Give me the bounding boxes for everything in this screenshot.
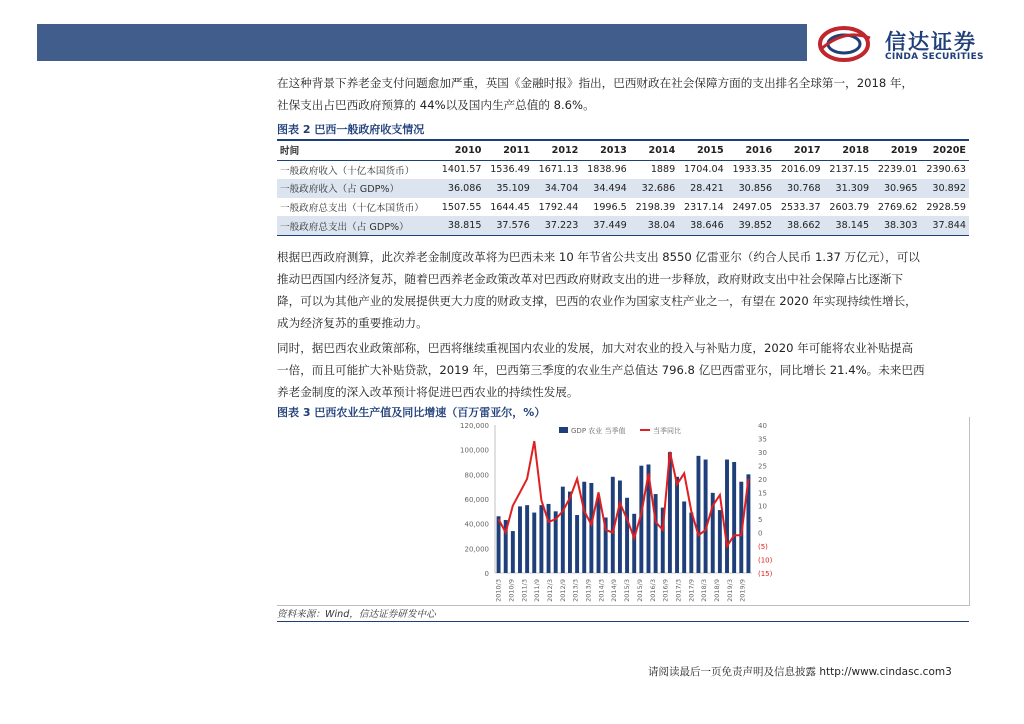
y-right-tick-label: 20 xyxy=(758,475,767,484)
col-header: 2015 xyxy=(678,140,726,160)
y-right-tick-label: 35 xyxy=(758,435,767,444)
legend-label-line: 当季同比 xyxy=(653,427,681,435)
col-header: 2020E xyxy=(921,140,969,160)
source-note: 资料来源：Wind，信达证券研发中心 xyxy=(277,609,436,620)
x-tick-label: 2014/3 xyxy=(597,579,606,602)
col-header: 2014 xyxy=(630,140,678,160)
table-cell: 35.109 xyxy=(484,179,532,198)
paragraph-line: 一倍，而且可能扩大补贴贷款，2019 年，巴西第三季度的农业生产总值达 796.8 亿巴西雷亚尔，同比增长 21.4%。未来巴西 xyxy=(277,363,925,377)
fiscal-table xyxy=(277,139,969,236)
col-header: 2017 xyxy=(775,140,823,160)
table-row xyxy=(277,198,969,217)
col-header: 2019 xyxy=(872,140,920,160)
table-cell: 一般政府总支出（十亿本国货币） xyxy=(280,203,424,215)
y-right-tick-label: 5 xyxy=(758,516,763,525)
table-cell: 1644.45 xyxy=(490,201,530,213)
col-header: 时间 xyxy=(277,140,436,160)
y-left-tick-label: 20,000 xyxy=(464,545,489,554)
paragraph-pension xyxy=(277,72,972,116)
table-cell: 2603.79 xyxy=(829,201,870,213)
table-cell: 2198.39 xyxy=(635,201,676,213)
table-cell: 30.965 xyxy=(872,179,920,198)
table-cell: 2239.01 xyxy=(877,164,918,176)
x-tick-label: 2015/9 xyxy=(635,579,644,602)
x-tick-label: 2010/3 xyxy=(494,579,503,602)
table-cell: 30.856 xyxy=(727,179,775,198)
chart-frame xyxy=(277,417,970,606)
y-right-tick-label: 25 xyxy=(758,462,767,471)
table-cell: 30.768 xyxy=(775,179,823,198)
paragraph-line: 根据巴西政府测算，此次养老金制度改革将为巴西未来 10 年节省公共支出 8550 亿雷亚尔（约合人民币 1.37 万亿元），可以 xyxy=(277,250,920,264)
col-header: 2013 xyxy=(581,140,629,160)
table-cell: 38.646 xyxy=(678,216,726,235)
table-row xyxy=(277,160,969,179)
table-cell: 2016.09 xyxy=(780,164,821,176)
col-header: 2012 xyxy=(533,140,581,160)
table-cell: 一般政府收入（十亿本国货币） xyxy=(280,165,415,177)
table-cell: 1792.44 xyxy=(538,201,579,213)
table-cell: 1933.35 xyxy=(732,164,773,176)
page-footer xyxy=(648,664,952,679)
table-header-row xyxy=(277,140,969,160)
table-cell: 36.086 xyxy=(436,179,484,198)
table-cell: 1401.57 xyxy=(441,164,482,176)
table-cell: 2317.14 xyxy=(684,201,724,213)
page-number: 3 xyxy=(945,666,952,678)
brand-name-cn: 信达证券 xyxy=(885,30,977,54)
col-header: 2018 xyxy=(824,140,872,160)
brand-name-en: CINDA SECURITIES xyxy=(885,52,984,62)
x-tick-label: 2017/9 xyxy=(687,579,696,602)
paragraph-line: 养老金制度的深入改革预计将促进巴西农业的持续性发展。 xyxy=(277,385,579,399)
x-tick-label: 2011/3 xyxy=(520,579,529,602)
table-cell: 34.494 xyxy=(581,179,629,198)
legend-label-bar: GDP 农业 当季值 xyxy=(571,427,626,435)
table-title: 图表 2 巴西一般政府收支情况 xyxy=(277,123,425,136)
x-tick-label: 2018/9 xyxy=(713,579,722,602)
x-tick-label: 2012/3 xyxy=(545,579,554,602)
table-cell: 28.421 xyxy=(678,179,726,198)
paragraph-line: 在这种背景下养老金支付问题愈加严重，英国《金融时报》指出，巴西财政在社会保障方面的支出排名全球第一，2018 年， xyxy=(277,76,914,90)
table-cell: 2390.63 xyxy=(926,164,966,176)
y-right-tick-label: (10) xyxy=(758,556,773,565)
x-tick-label: 2013/3 xyxy=(571,579,580,602)
table-cell: 38.04 xyxy=(630,216,678,235)
table-cell: 2769.62 xyxy=(877,201,918,213)
y-left-tick-label: 80,000 xyxy=(464,471,489,480)
table-cell: 1671.13 xyxy=(538,164,579,176)
x-tick-label: 2014/9 xyxy=(610,579,619,602)
paragraph-line: 同时，据巴西农业政策部称，巴西将继续重视国内农业的发展，加大对农业的投入与补贴力度，2020 年可能将农业补贴提高 xyxy=(277,341,914,355)
x-tick-label: 2019/9 xyxy=(738,579,747,602)
x-tick-label: 2013/9 xyxy=(584,579,593,602)
table-cell: 32.686 xyxy=(630,179,678,198)
y-right-tick-label: 40 xyxy=(758,422,767,430)
x-tick-label: 2019/3 xyxy=(725,579,734,602)
x-tick-label: 2012/9 xyxy=(558,579,567,602)
y-right-tick-label: 0 xyxy=(758,529,763,538)
table-cell: 38.145 xyxy=(824,216,872,235)
table-cell: 一般政府收入（占 GDP%） xyxy=(277,179,436,198)
table-row xyxy=(277,216,969,235)
table-cell: 1838.96 xyxy=(587,164,627,176)
x-tick-label: 2017/3 xyxy=(674,579,683,602)
x-tick-label: 2015/3 xyxy=(623,579,632,602)
table-cell: 2497.05 xyxy=(732,201,773,213)
table-cell: 2533.37 xyxy=(780,201,821,213)
table-cell: 1507.55 xyxy=(441,201,482,213)
y-right-tick-label: 10 xyxy=(758,502,767,511)
cinda-logo xyxy=(812,18,1002,68)
x-tick-label: 2016/9 xyxy=(661,579,670,602)
table-row xyxy=(277,179,969,198)
y-left-tick-label: 100,000 xyxy=(460,446,489,455)
figure-title: 图表 3 巴西农业生产值及同比增速（百万雷亚尔，%） xyxy=(277,406,546,419)
y-right-tick-label: 15 xyxy=(758,489,767,498)
x-tick-label: 2011/9 xyxy=(533,579,542,602)
table-cell: 1536.49 xyxy=(490,164,530,176)
y-left-tick-label: 60,000 xyxy=(464,496,489,504)
table-cell: 38.662 xyxy=(775,216,823,235)
table-cell: 1889 xyxy=(650,164,676,176)
col-header: 2011 xyxy=(484,140,532,160)
y-right-tick-label: (5) xyxy=(758,543,768,552)
table-cell: 39.852 xyxy=(727,216,775,235)
y-right-tick-label: (15) xyxy=(758,570,773,578)
table-cell: 34.704 xyxy=(533,179,581,198)
table-cell: 1704.04 xyxy=(684,164,724,176)
x-tick-label: 2018/3 xyxy=(700,579,709,602)
table-cell: 37.844 xyxy=(921,216,969,235)
x-tick-label: 2016/3 xyxy=(648,579,657,602)
col-header: 2010 xyxy=(436,140,484,160)
y-right-tick-label: 30 xyxy=(758,448,767,457)
y-left-tick-label: 120,000 xyxy=(460,422,489,430)
table-cell: 37.449 xyxy=(581,216,629,235)
header-bar xyxy=(37,24,807,61)
paragraph-line: 推动巴西国内经济复苏，随着巴西养老金政策改革对巴西政府财政支出的进一步释放，政府财政支出中社会保障占比逐渐下 xyxy=(277,272,904,286)
table-cell: 38.303 xyxy=(872,216,920,235)
table-cell: 37.576 xyxy=(484,216,532,235)
table-cell: 2137.15 xyxy=(829,164,870,176)
table-cell: 一般政府总支出（占 GDP%） xyxy=(277,216,436,235)
table-cell: 37.223 xyxy=(533,216,581,235)
table-cell: 1996.5 xyxy=(593,201,627,213)
footer-text: 请阅读最后一页免责声明及信息披露 http://www.cindasc.com xyxy=(648,666,946,678)
paragraph-line: 成为经济复苏的重要推动力。 xyxy=(277,316,428,330)
table-cell: 31.309 xyxy=(824,179,872,198)
table-cell: 2928.59 xyxy=(926,201,966,213)
table-cell: 30.892 xyxy=(921,179,969,198)
paragraph-reform xyxy=(277,246,972,334)
x-tick-label: 2010/9 xyxy=(507,579,516,602)
y-left-tick-label: 0 xyxy=(484,570,489,578)
paragraph-agriculture xyxy=(277,337,972,403)
table-cell: 38.815 xyxy=(436,216,484,235)
paragraph-line: 社保支出占巴西政府预算的 44%以及国内生产总值的 8.6%。 xyxy=(277,98,595,112)
logo-globe-icon xyxy=(812,18,882,68)
paragraph-line: 降，可以为其他产业的发展提供更大力度的财政支撑，巴西的农业作为国家支柱产业之一，有望在 2020 年实现持续性增长， xyxy=(277,294,917,308)
col-header: 2016 xyxy=(727,140,775,160)
y-left-tick-label: 40,000 xyxy=(464,520,489,529)
source-divider xyxy=(277,621,969,622)
